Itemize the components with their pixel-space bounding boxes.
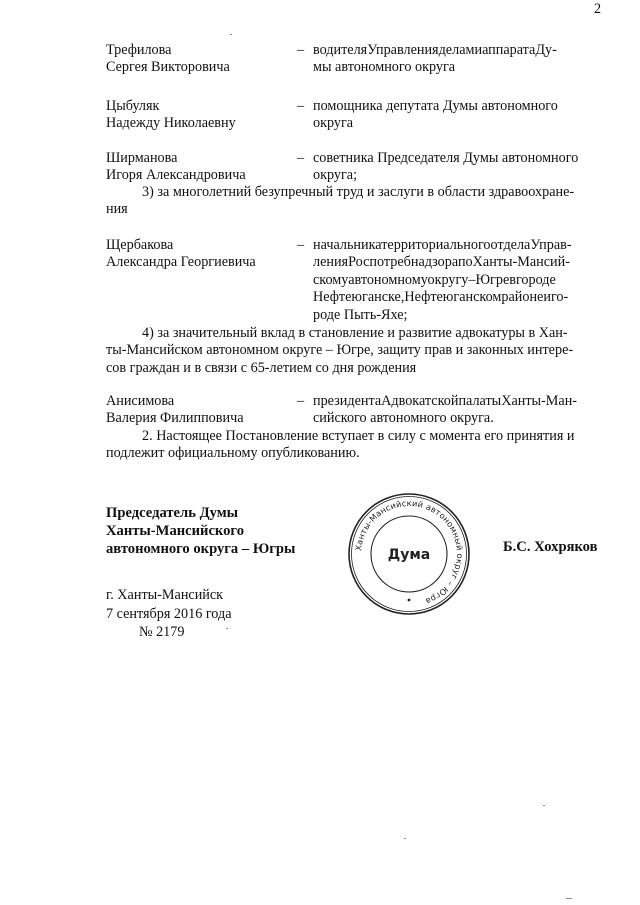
scan-speck — [404, 838, 406, 839]
paragraph-2: 2. Настоящее Постановление вступает в силу с момента его принятия и подлежит официальному опубликованию. — [106, 428, 575, 462]
dash: – — [297, 393, 305, 409]
person-role: помощника депутата Думы автономного округа — [313, 98, 558, 132]
page-number: 2 — [594, 1, 602, 17]
official-seal — [346, 491, 472, 617]
dash: – — [297, 237, 305, 253]
person-name: Трефилова Сергея Викторовича — [106, 42, 230, 76]
date: 7 сентября 2016 года — [106, 605, 232, 622]
person-name: Анисимова Валерия Филипповича — [106, 393, 244, 427]
person-name: Цыбуляк Надежду Николаевну — [106, 98, 236, 132]
person-role: водителяУправленияделамиаппаратаДу- мы автономного округа — [313, 42, 557, 76]
person-name: Щербакова Александра Георгиевича — [106, 237, 256, 271]
document-footer — [106, 586, 232, 642]
seal-center-text: Дума — [387, 547, 431, 563]
signatory-title: Председатель Думы Ханты-Мансийского автономного округа – Югры — [106, 505, 296, 557]
paragraph-3: 3) за многолетний безупречный труд и заслуги в области здравоохране- ния — [106, 184, 575, 218]
dash: – — [297, 98, 305, 114]
scan-speck — [566, 898, 572, 899]
seal-dot — [408, 599, 411, 602]
person-name: Ширманова Игоря Александровича — [106, 150, 246, 184]
scan-speck — [230, 34, 232, 35]
signatory-name: Б.С. Хохряков — [503, 539, 598, 555]
person-role: начальникатерриториальногоотделаУправ- ленияРоспотребнадзорапоХанты-Мансий- скомуавтономномуокругу–Югревгороде Нефтеюганске,Нефтеюганскомрайонеиго- роде Пыть-Яхе; — [313, 237, 572, 323]
paragraph-4: 4) за значительный вклад в становление и развитие адвокатуры в Хан- ты-Мансийском автономном округе – Югре, защиту прав и законных интере- сов граждан и в связи с 65-летием со дня рождения — [106, 325, 574, 376]
scan-speck — [226, 628, 228, 629]
city: г. Ханты-Мансийск — [106, 587, 224, 603]
seal-ring-text: Ханты-Мансийский автономный округ – Югра — [353, 497, 466, 607]
document-number: № 2179 — [139, 624, 185, 640]
dash: – — [297, 42, 305, 58]
person-role: советника Председателя Думы автономного округа; — [313, 150, 579, 184]
person-role: президентаАдвокатскойпалатыХанты-Ман- сийского автономного округа. — [313, 393, 578, 427]
dash: – — [297, 150, 305, 166]
scan-speck — [543, 805, 545, 806]
